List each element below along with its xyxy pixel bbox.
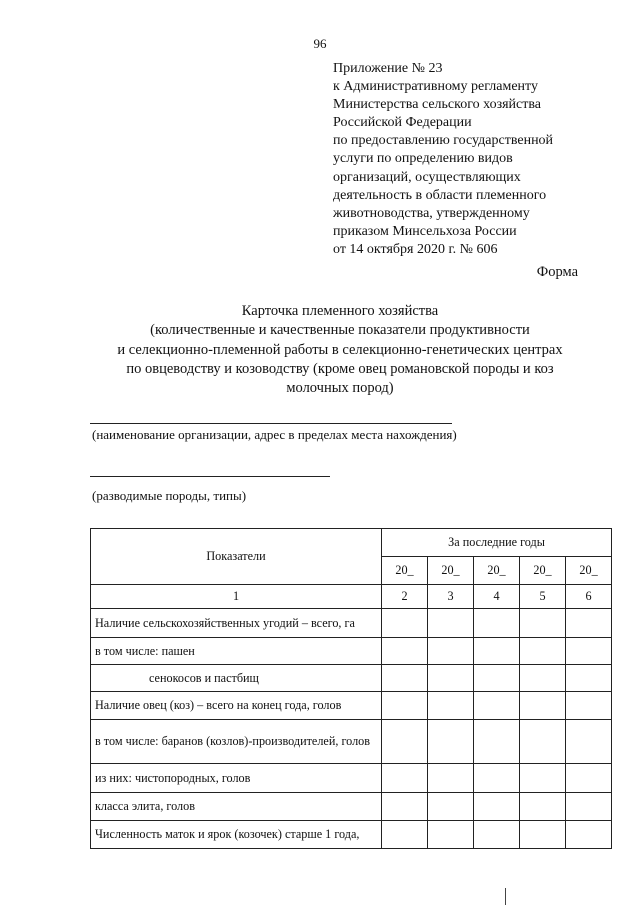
table-row bbox=[91, 692, 612, 720]
value-cell[interactable] bbox=[382, 609, 428, 638]
column-number: 3 bbox=[428, 585, 474, 609]
breeds-field-line[interactable] bbox=[90, 476, 330, 477]
value-cell[interactable] bbox=[566, 665, 612, 692]
value-cell[interactable] bbox=[382, 665, 428, 692]
row-label: в том числе: пашен bbox=[91, 638, 382, 665]
value-cell[interactable] bbox=[428, 665, 474, 692]
table-row bbox=[91, 609, 612, 638]
appendix-line: Российской Федерации bbox=[333, 115, 472, 131]
value-cell[interactable] bbox=[474, 609, 520, 638]
appendix-line: к Административному регламенту bbox=[333, 79, 538, 95]
organization-field-caption: (наименование организации, адрес в пределах места нахождения) bbox=[92, 427, 457, 442]
column-number: 4 bbox=[474, 585, 520, 609]
appendix-line: услуги по определению видов bbox=[333, 151, 513, 167]
table-row bbox=[91, 638, 612, 665]
organization-field-line[interactable] bbox=[90, 423, 452, 424]
value-cell[interactable] bbox=[382, 764, 428, 793]
year-cell: 20_ bbox=[566, 557, 612, 585]
row-label: Наличие овец (коз) – всего на конец года, голов bbox=[91, 692, 382, 720]
value-cell[interactable] bbox=[566, 720, 612, 764]
value-cell[interactable] bbox=[566, 638, 612, 665]
value-cell[interactable] bbox=[520, 692, 566, 720]
value-cell[interactable] bbox=[474, 665, 520, 692]
value-cell[interactable] bbox=[474, 764, 520, 793]
title-line: Карточка племенного хозяйства bbox=[241, 303, 439, 319]
value-cell[interactable] bbox=[520, 793, 566, 821]
title-line: по овцеводству и козоводству (кроме овец романовской породы и коз bbox=[126, 360, 554, 377]
table-row bbox=[91, 821, 612, 849]
column-number: 1 bbox=[91, 585, 382, 609]
year-cell: 20_ bbox=[520, 557, 566, 585]
indicators-table bbox=[90, 528, 612, 849]
value-cell[interactable] bbox=[428, 609, 474, 638]
column-number: 5 bbox=[520, 585, 566, 609]
value-cell[interactable] bbox=[520, 821, 566, 849]
column-number: 6 bbox=[566, 585, 612, 609]
document-title bbox=[60, 302, 620, 398]
appendix-line: животноводства, утвержденному bbox=[333, 205, 530, 221]
value-cell[interactable] bbox=[428, 764, 474, 793]
year-cell: 20_ bbox=[428, 557, 474, 585]
value-cell[interactable] bbox=[520, 609, 566, 638]
appendix-line: от 14 октября 2020 г. № 606 bbox=[333, 241, 498, 257]
title-line: молочных пород) bbox=[286, 380, 394, 397]
value-cell[interactable] bbox=[566, 609, 612, 638]
row-label: Численность маток и ярок (козочек) старше 1 года, bbox=[91, 821, 382, 849]
value-cell[interactable] bbox=[520, 720, 566, 764]
value-cell[interactable] bbox=[566, 793, 612, 821]
page-number: 96 bbox=[313, 36, 327, 51]
value-cell[interactable] bbox=[566, 692, 612, 720]
breeds-field-caption: (разводимые породы, типы) bbox=[92, 488, 247, 503]
form-label: Форма bbox=[536, 264, 578, 280]
indicators-header: Показатели bbox=[91, 529, 382, 585]
scan-artifact-line bbox=[505, 888, 506, 905]
value-cell[interactable] bbox=[474, 692, 520, 720]
value-cell[interactable] bbox=[474, 720, 520, 764]
value-cell[interactable] bbox=[382, 638, 428, 665]
value-cell[interactable] bbox=[428, 692, 474, 720]
value-cell[interactable] bbox=[382, 692, 428, 720]
value-cell[interactable] bbox=[474, 793, 520, 821]
title-line: (количественные и качественные показатели продуктивности bbox=[150, 322, 530, 339]
year-cell: 20_ bbox=[474, 557, 520, 585]
value-cell[interactable] bbox=[474, 821, 520, 849]
appendix-header bbox=[333, 60, 623, 259]
value-cell[interactable] bbox=[382, 821, 428, 849]
value-cell[interactable] bbox=[566, 821, 612, 849]
row-label: из них: чистопородных, голов bbox=[91, 764, 382, 793]
title-line: и селекционно-племенной работы в селекционно-генетических центрах bbox=[117, 341, 563, 358]
appendix-line: деятельность в области племенного bbox=[333, 187, 547, 203]
value-cell[interactable] bbox=[520, 638, 566, 665]
row-label: в том числе: баранов (козлов)-производителей, голов bbox=[91, 720, 382, 764]
table-row bbox=[91, 793, 612, 821]
row-label: Наличие сельскохозяйственных угодий – всего, га bbox=[91, 609, 382, 638]
appendix-line: приказом Минсельхоза России bbox=[333, 223, 517, 239]
value-cell[interactable] bbox=[382, 793, 428, 821]
column-number: 2 bbox=[382, 585, 428, 609]
appendix-line: по предоставлению государственной bbox=[333, 133, 554, 149]
value-cell[interactable] bbox=[520, 665, 566, 692]
row-label: класса элита, голов bbox=[91, 793, 382, 821]
year-cell: 20_ bbox=[382, 557, 428, 585]
value-cell[interactable] bbox=[428, 638, 474, 665]
table-row bbox=[91, 665, 612, 692]
value-cell[interactable] bbox=[520, 764, 566, 793]
table-row bbox=[91, 720, 612, 764]
row-label: сенокосов и пастбищ bbox=[91, 665, 382, 692]
appendix-line: Приложение № 23 bbox=[333, 61, 443, 76]
value-cell[interactable] bbox=[474, 638, 520, 665]
value-cell[interactable] bbox=[428, 821, 474, 849]
value-cell[interactable] bbox=[382, 720, 428, 764]
table-row bbox=[91, 764, 612, 793]
appendix-line: Министерства сельского хозяйства bbox=[333, 97, 542, 113]
value-cell[interactable] bbox=[566, 764, 612, 793]
appendix-line: организаций, осуществляющих bbox=[333, 169, 521, 185]
value-cell[interactable] bbox=[428, 793, 474, 821]
years-header: За последние годы bbox=[382, 529, 612, 557]
value-cell[interactable] bbox=[428, 720, 474, 764]
